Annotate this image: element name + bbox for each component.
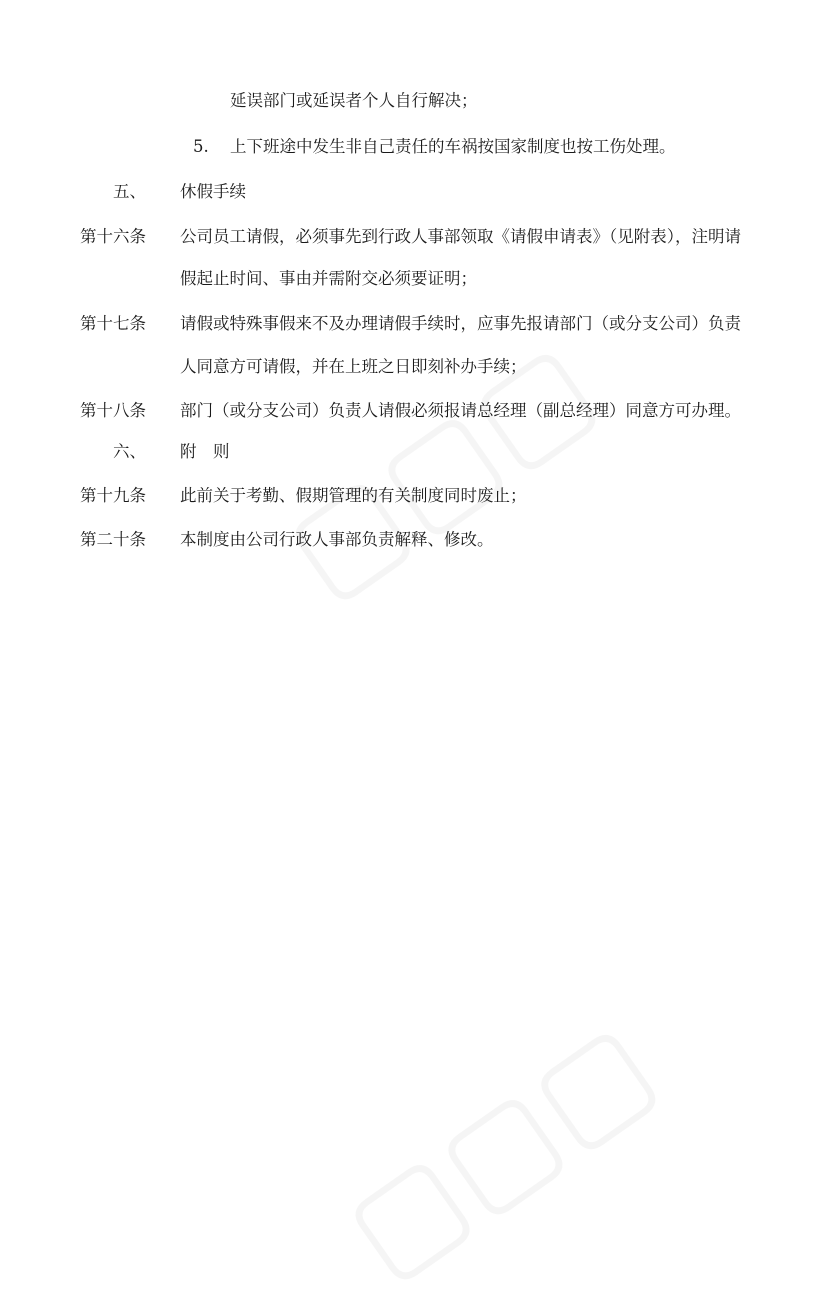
article-text: 人同意方可请假，并在上班之日即刻补办手续； [180,357,527,376]
article-number: 第十八条 [80,401,146,420]
article-text: 部门（或分支公司）负责人请假必须报请总经理（副总经理）同意方可办理。 [180,401,741,420]
watermark [321,995,679,1304]
article-text: 公司员工请假，必须事先到行政人事部领取《请假申请表》（见附表），注明请 [180,227,741,246]
article-number: 第十七条 [80,314,146,333]
item-number: 5. [193,137,209,156]
section-number: 五、 [113,182,146,201]
section-title: 休假手续 [180,182,246,201]
article-number: 第二十条 [80,530,146,549]
article-text: 假起止时间、事由并需附交必须要证明； [180,269,477,288]
article-number: 第十六条 [80,227,146,246]
article-text: 请假或特殊事假来不及办理请假手续时，应事先报请部门（或分支公司）负责 [180,314,741,333]
line-text: 上下班途中发生非自己责任的车祸按国家制度也按工伤处理。 [230,137,676,156]
article-text: 此前关于考勤、假期管理的有关制度同时废止； [180,486,527,505]
article-text: 本制度由公司行政人事部负责解释、修改。 [180,530,494,549]
section-number: 六、 [113,442,146,461]
line-text: 延误部门或延误者个人自行解决； [230,91,478,110]
article-number: 第十九条 [80,486,146,505]
section-title: 附 则 [180,442,230,461]
